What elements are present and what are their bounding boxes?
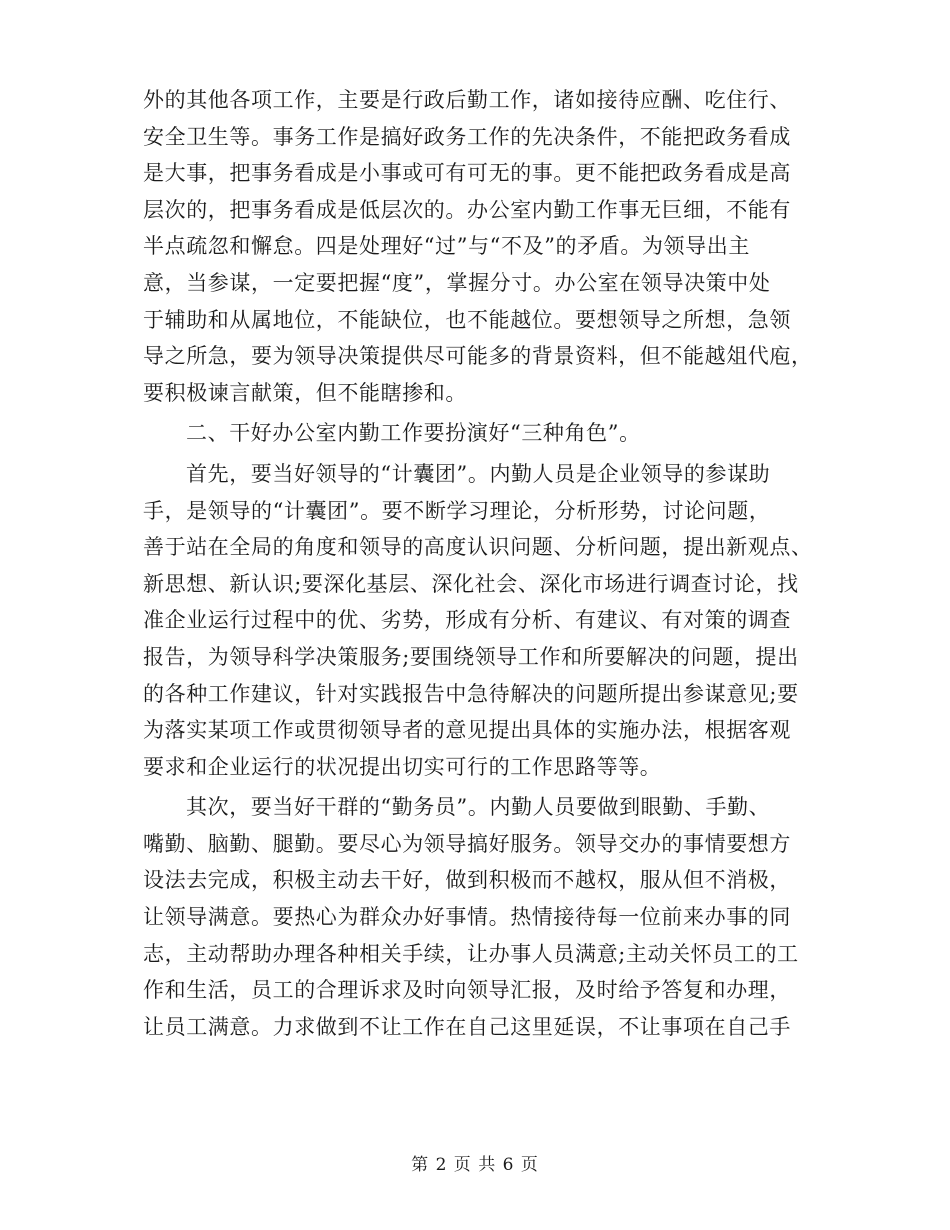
heading-line: 二、干好办公室内勤工作要扮演好“三种角色”。	[186, 421, 641, 446]
text-line: 新思想、新认识;要深化基层、深化社会、深化市场进行调查讨论，找	[143, 571, 799, 596]
text-line: 要求和企业运行的状况提出切实可行的工作思路等等。	[143, 754, 662, 779]
text-line: 半点疏忽和懈怠。四是处理好“过”与“不及”的矛盾。为领导出主	[143, 234, 750, 259]
text-line: 志，主动帮助办理各种相关手续，让办事人员满意;主动关怀员工的工	[143, 941, 799, 966]
text-line: 层次的，把事务看成是低层次的。办公室内勤工作事无巨细，不能有	[143, 197, 791, 222]
text-line: 报告，为领导科学决策服务;要围绕领导工作和所要解决的问题，提出	[143, 644, 799, 669]
paragraph-3	[143, 456, 813, 785]
text-line: 手，是领导的“计囊团”。要不断学习理论，分析形势，讨论问题，	[143, 498, 771, 523]
text-line: 安全卫生等。事务工作是搞好政务工作的先决条件，不能把政务看成	[143, 124, 791, 149]
text-line: 其次，要当好干群的“勤务员”。内勤人员要做到眼勤、手勤、	[186, 795, 771, 820]
document-body	[143, 82, 813, 1045]
page-footer: 第 2 页 共 6 页	[411, 1155, 539, 1175]
text-line: 导之所急，要为领导决策提供尽可能多的背景资料，但不能越俎代庖，	[143, 344, 813, 369]
text-line: 让领导满意。要热心为群众办好事情。热情接待每一位前来办事的同	[143, 905, 791, 930]
text-line: 作和生活，员工的合理诉求及时向领导汇报，及时给予答复和办理，	[143, 978, 791, 1003]
text-line: 要积极谏言献策，但不能瞎掺和。	[143, 380, 467, 405]
section-heading	[143, 415, 808, 452]
paragraph-4	[143, 789, 808, 1045]
paragraph-1	[143, 82, 813, 411]
text-line: 准企业运行过程中的优、劣势，形成有分析、有建议、有对策的调查	[143, 608, 791, 633]
text-line: 的各种工作建议，针对实践报告中急待解决的问题所提出参谋意见;要	[143, 681, 799, 706]
text-line: 是大事，把事务看成是小事或可有可无的事。更不能把政务看成是高	[143, 161, 791, 186]
text-line: 外的其他各项工作，主要是行政后勤工作，诸如接待应酬、吃住行、	[143, 88, 791, 112]
text-line: 嘴勤、脑勤、腿勤。要尽心为领导搞好服务。领导交办的事情要想方	[143, 831, 791, 856]
text-line: 让员工满意。力求做到不让工作在自己这里延误，不让事项在自己手	[143, 1014, 791, 1039]
text-line: 意，当参谋，一定要把握“度”，掌握分寸。办公室在领导决策中处	[143, 270, 771, 295]
text-line: 设法去完成，积极主动去干好，做到积极而不越权，服从但不消极，	[143, 868, 791, 893]
text-line: 善于站在全局的角度和领导的高度认识问题、分析问题，提出新观点、	[143, 535, 813, 560]
text-line: 于辅助和从属地位，不能缺位，也不能越位。要想领导之所想，急领	[143, 307, 791, 332]
text-line: 为落实某项工作或贯彻领导者的意见提出具体的实施办法，根据客观	[143, 718, 791, 743]
text-line: 首先，要当好领导的“计囊团”。内勤人员是企业领导的参谋助	[186, 461, 771, 486]
